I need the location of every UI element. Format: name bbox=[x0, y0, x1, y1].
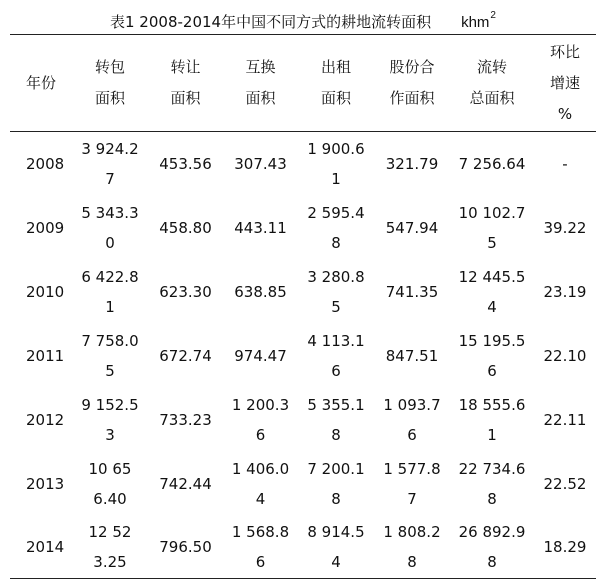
column-header bbox=[148, 35, 223, 132]
farmland-transfer-table bbox=[10, 34, 596, 579]
value-cell bbox=[298, 452, 374, 516]
value-cell-line: 8 bbox=[331, 490, 341, 508]
value-cell-line: 3 924.2 bbox=[81, 140, 139, 158]
value-cell-line: 733.23 bbox=[159, 411, 212, 429]
value-cell-line: 5 343.3 bbox=[81, 204, 139, 222]
value-cell bbox=[450, 452, 534, 516]
table-row bbox=[10, 516, 596, 579]
value-cell-line: 1 577.8 bbox=[383, 460, 441, 478]
value-cell-line: 1 200.3 bbox=[231, 396, 290, 414]
value-cell-line: 9 152.5 bbox=[81, 396, 139, 414]
value-cell bbox=[72, 132, 148, 197]
value-cell bbox=[534, 516, 596, 579]
value-cell-line: 1 568.8 bbox=[231, 523, 290, 541]
value-cell bbox=[298, 260, 374, 324]
value-cell bbox=[298, 132, 374, 197]
value-cell bbox=[374, 196, 450, 260]
table-body bbox=[10, 132, 596, 579]
column-header bbox=[450, 35, 534, 132]
table-title bbox=[0, 10, 606, 32]
value-cell-line: 18 555.6 bbox=[458, 396, 526, 414]
value-cell-line: 39.22 bbox=[543, 219, 587, 237]
value-cell-line: 7 bbox=[407, 490, 417, 508]
value-cell-line: 0 bbox=[105, 234, 115, 252]
value-cell-line: 3 bbox=[105, 426, 115, 444]
column-header-line: 作面积 bbox=[389, 89, 435, 107]
year-cell: 2012 bbox=[26, 411, 65, 429]
column-header-line: 流转 bbox=[476, 58, 507, 76]
header-row bbox=[10, 35, 596, 132]
value-cell-line: 7 758.0 bbox=[81, 332, 139, 350]
value-cell-line: 6 bbox=[255, 553, 266, 571]
value-cell-line: 1 bbox=[487, 426, 497, 444]
column-header bbox=[10, 35, 72, 132]
value-cell bbox=[148, 388, 223, 452]
value-cell-line: 796.50 bbox=[159, 538, 212, 556]
unit-text: khm bbox=[461, 14, 490, 31]
value-cell-line: 6 bbox=[255, 426, 266, 444]
value-cell bbox=[374, 452, 450, 516]
value-cell-line: 22 734.6 bbox=[458, 460, 526, 478]
year-cell: 2013 bbox=[26, 475, 65, 493]
table-row bbox=[10, 260, 596, 324]
value-cell-line: 623.30 bbox=[159, 283, 212, 301]
year-cell: 2010 bbox=[26, 283, 65, 301]
table-row bbox=[10, 324, 596, 388]
value-cell bbox=[450, 260, 534, 324]
value-cell bbox=[72, 516, 148, 579]
value-cell bbox=[148, 516, 223, 579]
value-cell bbox=[223, 260, 298, 324]
column-header bbox=[298, 35, 374, 132]
column-header-line: 转包 bbox=[94, 58, 125, 76]
unit-superscript: 2 bbox=[490, 10, 496, 21]
value-cell bbox=[374, 324, 450, 388]
value-cell bbox=[223, 388, 298, 452]
value-cell-line: 10 65 bbox=[88, 460, 132, 478]
column-header-line: % bbox=[557, 104, 573, 123]
value-cell-line: - bbox=[562, 155, 568, 173]
value-cell bbox=[534, 132, 596, 197]
value-cell-line: 8 914.5 bbox=[307, 523, 365, 541]
value-cell-line: 8 bbox=[331, 234, 341, 252]
value-cell bbox=[223, 196, 298, 260]
value-cell-line: 5 bbox=[105, 362, 115, 380]
value-cell bbox=[223, 516, 298, 579]
value-cell-line: 6.40 bbox=[93, 490, 127, 508]
column-header-line: 出租 bbox=[320, 58, 351, 76]
value-cell bbox=[534, 324, 596, 388]
value-cell bbox=[148, 132, 223, 197]
value-cell bbox=[374, 388, 450, 452]
value-cell bbox=[374, 260, 450, 324]
column-header-line: 环比 bbox=[549, 42, 580, 61]
value-cell-line: 741.35 bbox=[385, 283, 439, 301]
table-row bbox=[10, 196, 596, 260]
value-cell bbox=[450, 196, 534, 260]
year-cell: 2011 bbox=[26, 347, 65, 365]
value-cell-line: 7 256.64 bbox=[458, 155, 526, 173]
value-cell-line: 23.19 bbox=[543, 283, 587, 301]
value-cell bbox=[148, 260, 223, 324]
table-row bbox=[10, 132, 596, 197]
value-cell bbox=[72, 196, 148, 260]
column-header-line: 股份合 bbox=[389, 58, 435, 76]
column-header-line: 互换 bbox=[245, 58, 276, 76]
value-cell bbox=[374, 516, 450, 579]
column-header-line: 面积 bbox=[245, 89, 276, 107]
value-cell bbox=[534, 452, 596, 516]
column-header-line: 面积 bbox=[320, 89, 351, 107]
column-header bbox=[223, 35, 298, 132]
value-cell-line: 1 406.0 bbox=[231, 460, 290, 478]
value-cell-line: 453.56 bbox=[159, 155, 212, 173]
column-header-line: 增速 bbox=[549, 73, 580, 92]
value-cell bbox=[450, 516, 534, 579]
value-cell-line: 22.11 bbox=[543, 411, 587, 429]
value-cell bbox=[374, 132, 450, 197]
value-cell-line: 4 bbox=[487, 298, 497, 316]
value-cell-line: 672.74 bbox=[159, 347, 212, 365]
unit-label bbox=[461, 10, 496, 31]
column-header bbox=[534, 35, 596, 132]
value-cell bbox=[72, 260, 148, 324]
value-cell bbox=[450, 132, 534, 197]
value-cell bbox=[72, 452, 148, 516]
value-cell-line: 3.25 bbox=[93, 553, 127, 571]
value-cell-line: 1 900.6 bbox=[307, 140, 365, 158]
column-header-line: 转让 bbox=[170, 58, 201, 76]
value-cell bbox=[534, 388, 596, 452]
value-cell-line: 8 bbox=[487, 553, 497, 571]
value-cell-line: 1 bbox=[105, 298, 115, 316]
column-header bbox=[374, 35, 450, 132]
table-row bbox=[10, 388, 596, 452]
value-cell bbox=[148, 452, 223, 516]
year-cell: 2009 bbox=[26, 219, 65, 237]
value-cell-line: 847.51 bbox=[385, 347, 439, 365]
column-header-line: 面积 bbox=[170, 89, 201, 107]
year-cell: 2008 bbox=[26, 155, 65, 173]
value-cell-line: 3 280.8 bbox=[307, 268, 365, 286]
value-cell-line: 443.11 bbox=[234, 219, 287, 237]
value-cell-line: 321.79 bbox=[385, 155, 439, 173]
column-header-line: 面积 bbox=[94, 89, 125, 107]
value-cell-line: 4 bbox=[331, 553, 341, 571]
value-cell-line: 15 195.5 bbox=[458, 332, 526, 350]
value-cell-line: 22.10 bbox=[543, 347, 587, 365]
value-cell-line: 1 bbox=[331, 170, 341, 188]
value-cell-line: 1 093.7 bbox=[383, 396, 441, 414]
value-cell-line: 22.52 bbox=[543, 475, 587, 493]
value-cell bbox=[223, 324, 298, 388]
value-cell-line: 6 bbox=[331, 362, 341, 380]
value-cell-line: 2 595.4 bbox=[307, 204, 365, 222]
value-cell-line: 5 bbox=[331, 298, 341, 316]
value-cell-line: 12 445.5 bbox=[458, 268, 526, 286]
value-cell-line: 8 bbox=[407, 553, 417, 571]
value-cell bbox=[534, 196, 596, 260]
value-cell-line: 1 808.2 bbox=[383, 523, 441, 541]
value-cell-line: 6 bbox=[487, 362, 497, 380]
value-cell bbox=[223, 452, 298, 516]
value-cell bbox=[72, 324, 148, 388]
value-cell-line: 307.43 bbox=[234, 155, 287, 173]
value-cell bbox=[298, 388, 374, 452]
value-cell-line: 4 113.1 bbox=[307, 332, 365, 350]
value-cell-line: 12 52 bbox=[88, 523, 132, 541]
column-header-line: 总面积 bbox=[469, 89, 515, 107]
value-cell bbox=[148, 324, 223, 388]
value-cell-line: 5 bbox=[487, 234, 497, 252]
value-cell-line: 8 bbox=[487, 490, 497, 508]
value-cell-line: 7 bbox=[105, 170, 115, 188]
value-cell bbox=[223, 132, 298, 197]
value-cell-line: 4 bbox=[255, 490, 266, 508]
value-cell-line: 26 892.9 bbox=[458, 523, 526, 541]
value-cell-line: 8 bbox=[331, 426, 341, 444]
value-cell-line: 638.85 bbox=[234, 283, 287, 301]
value-cell bbox=[148, 196, 223, 260]
value-cell-line: 6 bbox=[407, 426, 417, 444]
value-cell-line: 5 355.1 bbox=[307, 396, 365, 414]
value-cell-line: 974.47 bbox=[234, 347, 287, 365]
table-row bbox=[10, 452, 596, 516]
value-cell-line: 547.94 bbox=[385, 219, 439, 237]
value-cell bbox=[450, 388, 534, 452]
value-cell bbox=[298, 324, 374, 388]
column-header-line: 年份 bbox=[25, 73, 56, 92]
value-cell bbox=[72, 388, 148, 452]
value-cell bbox=[298, 516, 374, 579]
value-cell-line: 458.80 bbox=[159, 219, 212, 237]
value-cell bbox=[450, 324, 534, 388]
value-cell-line: 10 102.7 bbox=[458, 204, 526, 222]
value-cell-line: 6 422.8 bbox=[81, 268, 139, 286]
year-cell: 2014 bbox=[10, 516, 72, 579]
value-cell bbox=[534, 260, 596, 324]
value-cell bbox=[298, 196, 374, 260]
table-title-text: 表1 2008-2014年中国不同方式的耕地流转面积 bbox=[110, 13, 432, 31]
value-cell-line: 742.44 bbox=[159, 475, 212, 493]
column-header bbox=[72, 35, 148, 132]
value-cell-line: 18.29 bbox=[543, 538, 587, 556]
value-cell-line: 7 200.1 bbox=[307, 460, 365, 478]
